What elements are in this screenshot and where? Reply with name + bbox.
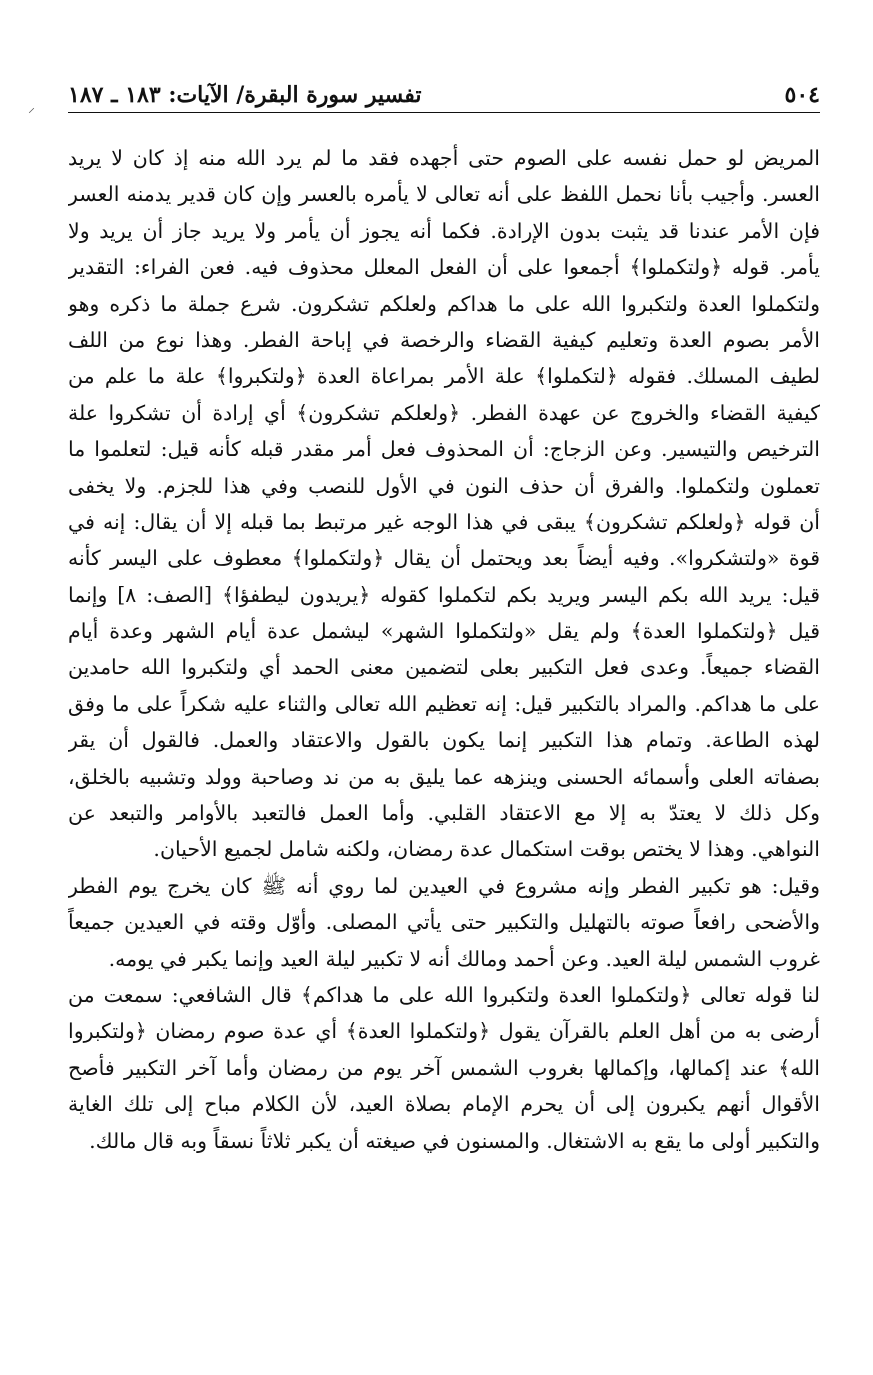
text-line: وقيل: هو تكبير الفطر وإنه مشروع في العيدين لما روي أنه ﷺ كان يخرج يوم الفطر xyxy=(68,873,820,898)
text-line: ولتكملوا العدة ولتكبروا الله على ما هداكم ولعلكم تشكرون. شرع جملة ما ذكره وهو xyxy=(68,291,820,316)
page-number: ٥٠٤ xyxy=(784,82,820,108)
text-line: الأمر بصوم العدة وتعليم كيفية القضاء والرخصة في إباحة الفطر. وهذا نوع من اللف xyxy=(68,327,820,352)
text-line: والتكبير أولى ما يقع به الاشتغال. والمسنون في صيغته أن يكبر ثلاثاً نسقاً وبه قال مالك. xyxy=(89,1128,820,1153)
text-line: يأمر. قوله ﴿ولتكملوا﴾ أجمعوا على أن الفعل المعلل محذوف فيه. فعن الفراء: التقدير xyxy=(68,255,820,280)
text-line: الله﴾ عند إكمالها، وإكمالها بغروب الشمس آخر يوم من رمضان وأما آخر التكبير فأصح xyxy=(68,1055,820,1080)
text-line: القضاء جميعاً. وعدى فعل التكبير بعلى لتضمين معنى الحمد أي ولتكبروا الله حامدين xyxy=(68,655,820,680)
text-line: تعملون ولتكملوا. والفرق أن حذف النون في الأول للنصب وفي هذا للجزم. ولا يخفى xyxy=(68,473,820,498)
running-title: تفسير سورة البقرة/ الآيات: ١٨٣ ـ ١٨٧ xyxy=(68,82,422,108)
text-line: لنا قوله تعالى ﴿ولتكملوا العدة ولتكبروا الله على ما هداكم﴾ قال الشافعي: سمعت من xyxy=(68,982,820,1007)
text-line: فإن الأمر عندنا قد يثبت بدون الإرادة. فكما أنه يجوز أن يأمر ولا يريد جاز أن يريد ولا xyxy=(68,218,820,243)
text-line: على ما هداكم. والمراد بالتكبير قيل: إنه تعظيم الله تعالى والثناء عليه شكراً على ما وفق xyxy=(68,691,820,716)
margin-mark: ⸝ xyxy=(28,100,35,116)
text-line: وكل ذلك لا يعتدّ به إلا مع الاعتقاد القلبي. وأما العمل فالتعبد بالأوامر والتبعد عن xyxy=(68,801,820,826)
text-line: أرضى به من أهل العلم بالقرآن يقول ﴿ولتكملوا العدة﴾ أي عدة صوم رمضان ﴿ولتكبروا xyxy=(68,1019,820,1044)
text-line: قيل ﴿ولتكملوا العدة﴾ ولم يقل «ولتكملوا الشهر» ليشمل عدة أيام الشهر وعدة أيام xyxy=(68,619,820,644)
text-line: المريض لو حمل نفسه على الصوم حتى أجهده فقد ما لم يرد الله منه إذ كان لا يريد xyxy=(68,146,820,170)
page-header xyxy=(68,78,820,113)
text-line: غروب الشمس ليلة العيد. وعن أحمد ومالك أنه لا تكبير ليلة العيد وإنما يكبر في يومه. xyxy=(108,946,820,971)
text-line: والأضحى رافعاً صوته بالتهليل والتكبير حتى يأتي المصلى. وأوّل وقته في العيدين جميعاً xyxy=(68,910,820,935)
text-line: قيل: يريد الله بكم اليسر ويريد بكم لتكملوا كقوله ﴿يريدون ليطفؤا﴾ [الصف: ٨] وإنما xyxy=(68,582,820,607)
text-line: قوة «ولتشكروا». وفيه أيضاً بعد ويحتمل أن يقال ﴿ولتكملوا﴾ معطوف على اليسر كأنه xyxy=(68,546,820,571)
text-line: بصفاته العلى وأسمائه الحسنى وينزهه عما يليق به من ند وصاحبة وولد وتشبيه بالخلق، xyxy=(68,764,820,789)
text-line: العسر. وأجيب بأنا نحمل اللفظ على أنه تعالى لا يأمره بالعسر وإن كان قدير يدمنه العسر xyxy=(68,182,820,207)
text-line: الترخيص والتيسير. وعن الزجاج: أن المحذوف فعل أمر مقدر قبله كأنه قيل: لتعلموا ما xyxy=(68,437,820,462)
text-line: النواهي. وهذا لا يختص بوقت استكمال عدة رمضان، ولكنه شامل لجميع الأحيان. xyxy=(153,837,820,862)
text-line: كيفية القضاء والخروج عن عهدة الفطر. ﴿ولعلكم تشكرون﴾ أي إرادة أن تشكروا علة xyxy=(68,400,820,425)
text-line: أن قوله ﴿ولعلكم تشكرون﴾ يبقى في هذا الوجه غير مرتبط بما قبله إلا أن يقال: إنه في xyxy=(68,509,820,534)
text-line: لهذه الطاعة. وتمام هذا التكبير إنما يكون بالقول والاعتقاد والعمل. فالقول أن يقر xyxy=(68,728,820,753)
text-line: لطيف المسلك. فقوله ﴿لتكملوا﴾ علة الأمر بمراعاة العدة ﴿ولتكبروا﴾ علة ما علم من xyxy=(68,364,820,389)
body-text xyxy=(68,140,820,1159)
text-line: الأقوال أنهم يكبرون إلى أن يحرم الإمام بصلاة العيد، لأن الكلام مباح إلى تلك الغاية xyxy=(68,1092,820,1117)
